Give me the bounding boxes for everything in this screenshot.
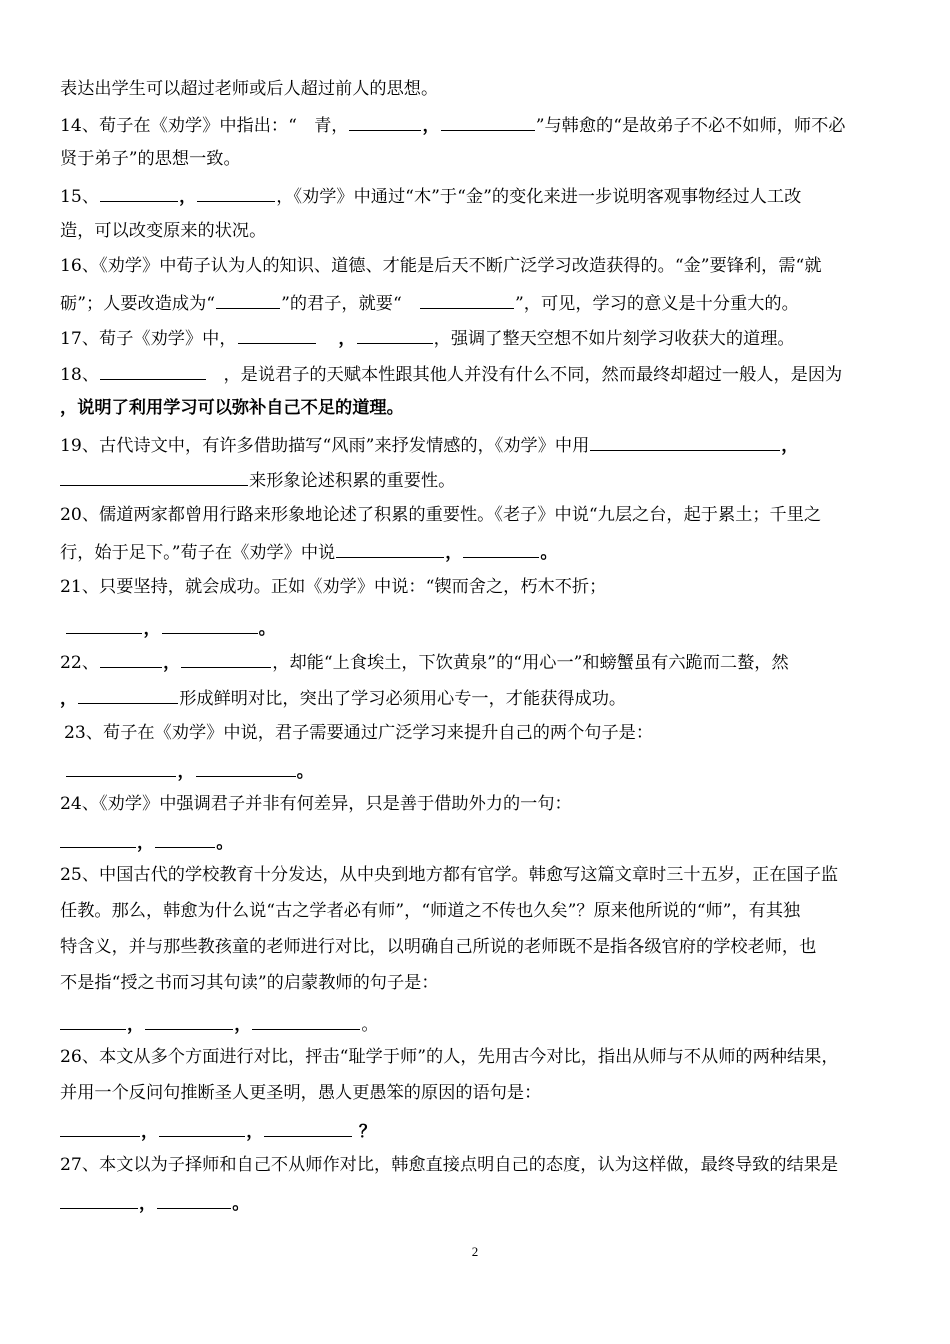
text-line	[60, 758, 314, 782]
question-24	[60, 792, 572, 816]
text: 表达出学生可以超过老师或后人超过前人的思想。	[60, 79, 439, 99]
comma: ，	[445, 543, 463, 563]
comma: ，	[143, 619, 161, 639]
answer-blank[interactable]	[349, 112, 421, 131]
question-25	[60, 863, 838, 887]
text-line	[60, 935, 816, 959]
question-15	[60, 183, 801, 207]
answer-blank[interactable]	[590, 432, 780, 451]
text-line	[60, 219, 266, 243]
answer-blank[interactable]	[238, 325, 316, 344]
answer-blank[interactable]	[463, 539, 539, 558]
question-mark: ？	[358, 1122, 377, 1142]
text: 形成鲜明对比，突出了学习必须用心专一，才能获得成功。	[179, 689, 627, 709]
text-line	[60, 615, 276, 639]
text-line	[60, 77, 438, 101]
text: 贤于弟子”的思想一致。	[60, 149, 241, 169]
period: 。	[216, 833, 234, 853]
text-line	[60, 829, 233, 853]
question-27	[60, 1153, 838, 1177]
text-line	[60, 1081, 541, 1105]
text-line	[60, 1190, 249, 1214]
answer-blank[interactable]	[441, 112, 535, 131]
text: 15、	[60, 187, 100, 207]
answer-blank[interactable]	[66, 615, 142, 634]
comma: ，	[781, 436, 799, 456]
comma: ，	[137, 833, 155, 853]
comma: ，	[338, 329, 356, 349]
text: 27、本文以为子择师和自己不从师作对比，韩愈直接点明自己的态度，认为这样做，最终导致的结果是	[60, 1155, 839, 1175]
comma: ，	[60, 689, 78, 709]
answer-blank[interactable]	[78, 685, 178, 704]
period: 。	[232, 1194, 250, 1214]
text: ，是说君子的天赋本性跟其他人并没有什么不同，然而最终却超过一般人，是因为	[223, 365, 843, 385]
text: 14、荀子在《劝学》中指出：“ 青，	[60, 116, 349, 136]
text: ，《劝学》中通过“木”于“金”的变化来进一步说明客观事物经过人工改	[276, 187, 802, 207]
text: 22、	[60, 653, 100, 673]
text-line	[60, 1011, 379, 1035]
answer-blank[interactable]	[216, 290, 280, 309]
answer-blank[interactable]	[336, 539, 444, 558]
answer-blank[interactable]	[420, 290, 514, 309]
text: 造，可以改变原来的状况。	[60, 221, 267, 241]
text: 21、只要坚持，就会成功。正如《劝学》中说：“锲而舍之，朽木不折；	[60, 577, 607, 597]
text: 17、荀子《劝学》中，	[60, 329, 237, 349]
question-19	[60, 432, 799, 456]
comma: ，	[127, 1015, 145, 1035]
text: 20、儒道两家都曾用行路来形象地论述了积累的重要性。《老子》中说“九层之台，起于累土；千里之	[60, 505, 822, 525]
period: 。	[258, 619, 276, 639]
text: 来形象论述积累的重要性。	[249, 471, 456, 491]
answer-blank[interactable]	[197, 183, 275, 202]
text: 18、	[60, 365, 100, 385]
question-26	[60, 1045, 839, 1069]
text-line	[60, 396, 404, 420]
answer-blank[interactable]	[100, 649, 162, 668]
comma: ，	[141, 1122, 159, 1142]
question-23	[64, 721, 653, 745]
answer-blank[interactable]	[252, 1011, 360, 1030]
period: 。	[296, 762, 314, 782]
text-line	[60, 147, 241, 171]
text: 并用一个反问句推断圣人更圣明，愚人更愚笨的原因的语句是：	[60, 1083, 542, 1103]
answer-blank[interactable]	[181, 649, 271, 668]
answer-blank[interactable]	[155, 829, 215, 848]
question-20	[60, 503, 821, 527]
question-22	[60, 649, 789, 673]
text: 19、古代诗文中，有许多借助描写“风雨”来抒发情感的，《劝学》中用	[60, 436, 590, 456]
period: 。	[540, 543, 558, 563]
text: 任教。那么，韩愈为什么说“古之学者必有师”，“师道之不传也久矣”？原来他所说的“师”，有其独	[60, 901, 801, 921]
text: 16、《劝学》中荀子认为人的知识、道德、才能是后天不断广泛学习改造获得的。“金”要锋利，需“就	[60, 256, 822, 276]
question-16	[60, 254, 822, 278]
text: ，却能“上食埃土，下饮黄泉”的“用心一”和螃蟹虽有六跪而二螯，然	[272, 653, 789, 673]
answer-blank[interactable]	[357, 325, 433, 344]
text-line	[60, 685, 626, 709]
comma: ，	[139, 1194, 157, 1214]
question-21	[60, 575, 606, 599]
text: ”与韩愈的“是故弟子不必不如师，师不必	[535, 116, 846, 136]
text: ”的君子，就要“	[281, 294, 419, 314]
text: 24、《劝学》中强调君子并非有何差异，只是善于借助外力的一句：	[60, 794, 572, 814]
answer-blank[interactable]	[157, 1190, 231, 1209]
text: 23、荀子在《劝学》中说，君子需要通过广泛学习来提升自己的两个句子是：	[64, 723, 654, 743]
answer-blank[interactable]	[145, 1011, 233, 1030]
text: 砺”；人要改造成为“	[60, 294, 216, 314]
text: ”，可见，学习的意义是十分重大的。	[514, 294, 799, 314]
text: 行，始于足下。”荀子在《劝学》中说	[60, 543, 336, 563]
answer-blank[interactable]	[264, 1118, 352, 1137]
answer-blank[interactable]	[196, 758, 296, 777]
comma: ，	[179, 187, 197, 207]
text-line	[60, 899, 800, 923]
comma: ，	[234, 1015, 252, 1035]
answer-blank[interactable]	[100, 183, 178, 202]
period: 。	[361, 1015, 379, 1035]
text: 25、中国古代的学校教育十分发达，从中央到地方都有官学。韩愈写这篇文章时三十五岁，正在国子监	[60, 865, 839, 885]
question-17	[60, 325, 795, 349]
text-line	[60, 467, 455, 491]
page-number: 2	[471, 1244, 479, 1259]
answer-blank[interactable]	[60, 829, 136, 848]
answer-blank[interactable]	[60, 1011, 126, 1030]
question-14	[60, 112, 845, 136]
question-18	[60, 361, 842, 385]
answer-blank[interactable]	[60, 1190, 138, 1209]
comma: ，	[246, 1122, 264, 1142]
comma: ，	[177, 762, 195, 782]
text: 不是指“授之书而习其句读”的启蒙教师的句子是：	[60, 973, 439, 993]
answer-blank[interactable]	[60, 1118, 140, 1137]
text: 26、本文从多个方面进行对比，抨击“耻学于师”的人，先用古今对比，指出从师与不从师的两种结果，	[60, 1047, 839, 1067]
text-line	[60, 539, 558, 563]
answer-blank[interactable]	[162, 615, 258, 634]
comma: ，	[422, 116, 440, 136]
text-line	[60, 971, 439, 995]
answer-blank[interactable]	[66, 758, 176, 777]
answer-blank[interactable]	[100, 361, 206, 380]
text: 特含义，并与那些教孩童的老师进行对比，以明确自己所说的老师既不是指各级官府的学校老师，也	[60, 937, 817, 957]
text-line	[60, 1118, 376, 1142]
answer-blank[interactable]	[159, 1118, 245, 1137]
text: ，强调了整天空想不如片刻学习收获大的道理。	[433, 329, 795, 349]
text: ，说明了利用学习可以弥补自己不足的道理。	[60, 398, 404, 418]
comma: ，	[163, 653, 181, 673]
text-line	[60, 290, 799, 314]
answer-blank[interactable]	[60, 467, 248, 486]
